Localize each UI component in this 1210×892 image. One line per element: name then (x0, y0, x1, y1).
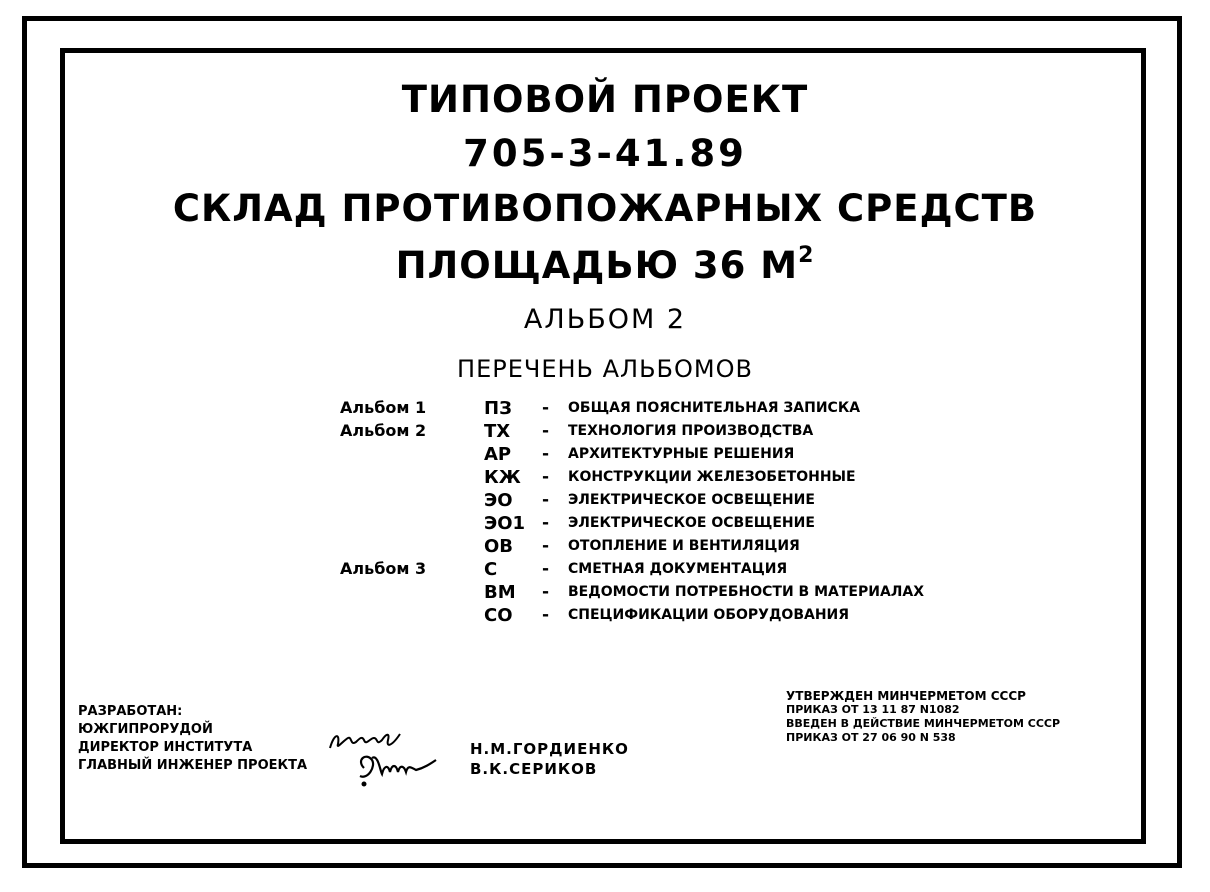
chief-engineer-label: ГЛАВНЫЙ ИНЖЕНЕР ПРОЕКТА (78, 758, 308, 773)
album-name: Альбом 2 (340, 421, 427, 440)
section-description: СПЕЦИФИКАЦИИ ОБОРУДОВАНИЯ (568, 607, 850, 623)
section-code: СО (484, 605, 513, 626)
section-description: ЭЛЕКТРИЧЕСКОЕ ОСВЕЩЕНИЕ (568, 492, 815, 508)
section-description: АРХИТЕКТУРНЫЕ РЕШЕНИЯ (568, 446, 795, 462)
signatory-names (470, 739, 629, 779)
section-description: ВЕДОМОСТИ ПОТРЕБНОСТИ В МАТЕРИАЛАХ (568, 584, 925, 600)
section-code: ЭО1 (484, 513, 526, 534)
dash: - (542, 513, 550, 533)
section-code: ЭО (484, 490, 513, 511)
album-name: Альбом 1 (340, 398, 427, 417)
section-description: ЭЛЕКТРИЧЕСКОЕ ОСВЕЩЕНИЕ (568, 515, 815, 531)
section-description: ОТОПЛЕНИЕ И ВЕНТИЛЯЦИЯ (568, 538, 800, 554)
dash: - (542, 421, 550, 441)
approval-block (786, 689, 1060, 745)
section-description: ТЕХНОЛОГИЯ ПРОИЗВОДСТВА (568, 423, 814, 439)
dash: - (542, 582, 550, 602)
dash: - (542, 490, 550, 510)
dash: - (542, 444, 550, 464)
approval-line-2: ПРИКАЗ ОТ 13 11 87 N1082 (786, 703, 960, 716)
title-line-1: ТИПОВОЙ ПРОЕКТ (401, 78, 809, 121)
album-label: АЛЬБОМ 2 (523, 304, 687, 335)
area-superscript: 2 (798, 243, 815, 268)
chief-engineer-name: В.К.СЕРИКОВ (470, 760, 598, 778)
section-code: С (484, 559, 498, 580)
section-code: КЖ (484, 467, 521, 488)
approval-line-4: ПРИКАЗ ОТ 27 06 90 N 538 (786, 731, 956, 744)
section-code: ВМ (484, 582, 516, 603)
dash: - (542, 536, 550, 556)
project-number: 705-3-41.89 (463, 132, 747, 175)
dash: - (542, 398, 550, 418)
director-label: ДИРЕКТОР ИНСТИТУТА (78, 740, 253, 755)
section-code: ТХ (484, 421, 511, 442)
dash: - (542, 605, 550, 625)
section-code: ОВ (484, 536, 514, 557)
dash: - (542, 559, 550, 579)
area-text: ПЛОЩАДЬЮ 36 М (395, 244, 799, 287)
section-description: ОБЩАЯ ПОЯСНИТЕЛЬНАЯ ЗАПИСКА (568, 400, 861, 416)
developer-org: ЮЖГИПРОРУДОЙ (78, 722, 213, 737)
section-code: АР (484, 444, 512, 465)
section-code: ПЗ (484, 398, 512, 419)
developer-label: РАЗРАБОТАН: (78, 704, 183, 719)
chief-engineer-signature-icon (346, 750, 442, 790)
section-description: КОНСТРУКЦИИ ЖЕЛЕЗОБЕТОННЫЕ (568, 469, 856, 485)
section-description: СМЕТНАЯ ДОКУМЕНТАЦИЯ (568, 561, 788, 577)
list-heading: ПЕРЕЧЕНЬ АЛЬБОМОВ (457, 355, 753, 383)
dash: - (542, 467, 550, 487)
approval-line-3: ВВЕДЕН В ДЕЙСТВИЕ МИНЧЕРМЕТОМ СССР (786, 717, 1061, 730)
album-name: Альбом 3 (340, 559, 427, 578)
director-name: Н.М.ГОРДИЕНКО (470, 740, 629, 758)
developer-block (78, 703, 307, 775)
approval-line-1: УТВЕРЖДЕН МИНЧЕРМЕТОМ СССР (786, 689, 1026, 703)
title-line-4 (0, 243, 1210, 287)
title-line-3: СКЛАД ПРОТИВОПОЖАРНЫХ СРЕДСТВ (172, 187, 1038, 230)
